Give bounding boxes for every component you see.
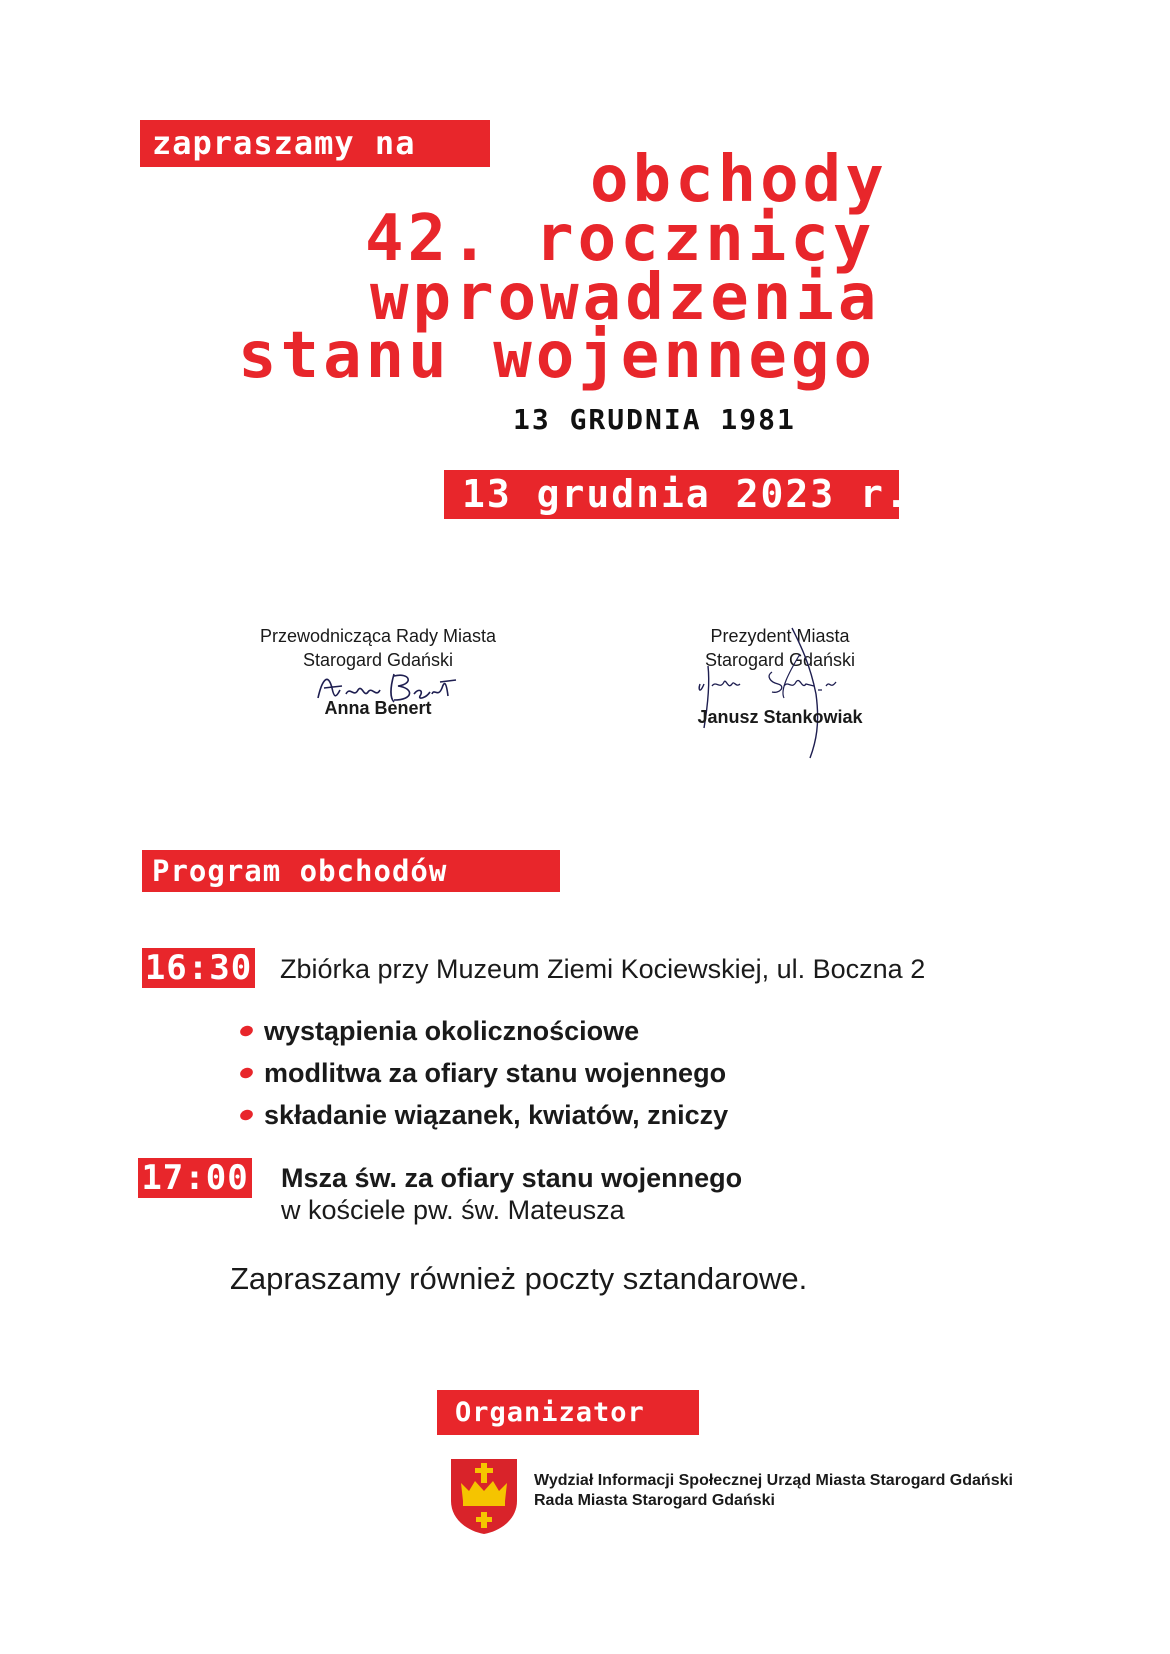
- signature-role-line2: Starogard Gdański: [704, 650, 856, 670]
- signature-role-line1: Prezydent Miasta: [710, 626, 850, 646]
- organizer-line: Rada Miasta Starogard Gdański: [534, 1492, 775, 1509]
- list-item-text: wystąpienia okolicznościowe: [264, 1016, 640, 1046]
- list-item-text: modlitwa za ofiary stanu wojennego: [264, 1058, 727, 1088]
- list-item: [238, 1010, 728, 1052]
- title-line-1: obchody: [590, 143, 888, 217]
- title-line-2: 42. rocznicy: [365, 202, 876, 276]
- program-bullet-list: [238, 1010, 728, 1136]
- organizer-lines: [534, 1471, 1013, 1511]
- time-badge: 17:00: [138, 1158, 252, 1198]
- city-crest-icon: [449, 1457, 519, 1535]
- bullet-dot-icon: [239, 1024, 255, 1038]
- signature-role-line1: Przewodnicząca Rady Miasta: [259, 626, 497, 646]
- signature-role-line2: Starogard Gdański: [302, 650, 454, 670]
- bullet-dot-icon: [239, 1108, 255, 1122]
- bullet-dot-icon: [239, 1066, 255, 1080]
- program-heading: Program obchodów: [142, 850, 560, 892]
- signature-name: Janusz Stankowiak: [697, 707, 863, 727]
- event-date: 13 grudnia 2023 r.: [444, 470, 899, 519]
- list-item: [238, 1052, 728, 1094]
- program-item-text: Zbiórka przy Muzeum Ziemi Kociewskiej, ul. Boczna 2: [280, 954, 926, 984]
- signature-name: Anna Benert: [324, 698, 432, 718]
- program-item-subtext: w kościele pw. św. Mateusza: [281, 1195, 625, 1225]
- invite-label: zapraszamy na: [140, 120, 490, 167]
- original-date: 13 GRUDNIA 1981: [513, 403, 796, 436]
- list-item-text: składanie wiązanek, kwiatów, zniczy: [264, 1100, 729, 1130]
- program-item-text: Msza św. za ofiary stanu wojennego: [281, 1163, 743, 1193]
- signature-block-chair: [228, 624, 528, 724]
- title-line-4: stanu wojennego: [238, 319, 876, 393]
- time-badge: 16:30: [142, 948, 255, 988]
- also-invite-text: Zapraszamy również poczty sztandarowe.: [230, 1261, 808, 1296]
- list-item: [238, 1094, 728, 1136]
- title-line-3: wprowadzenia: [370, 261, 881, 335]
- signature-block-president: [640, 624, 920, 764]
- organizer-line: Wydział Informacji Społecznej Urząd Miasta Starogard Gdański: [534, 1472, 1013, 1489]
- handwritten-signature: [680, 624, 880, 764]
- organizer-heading: Organizator: [437, 1390, 699, 1435]
